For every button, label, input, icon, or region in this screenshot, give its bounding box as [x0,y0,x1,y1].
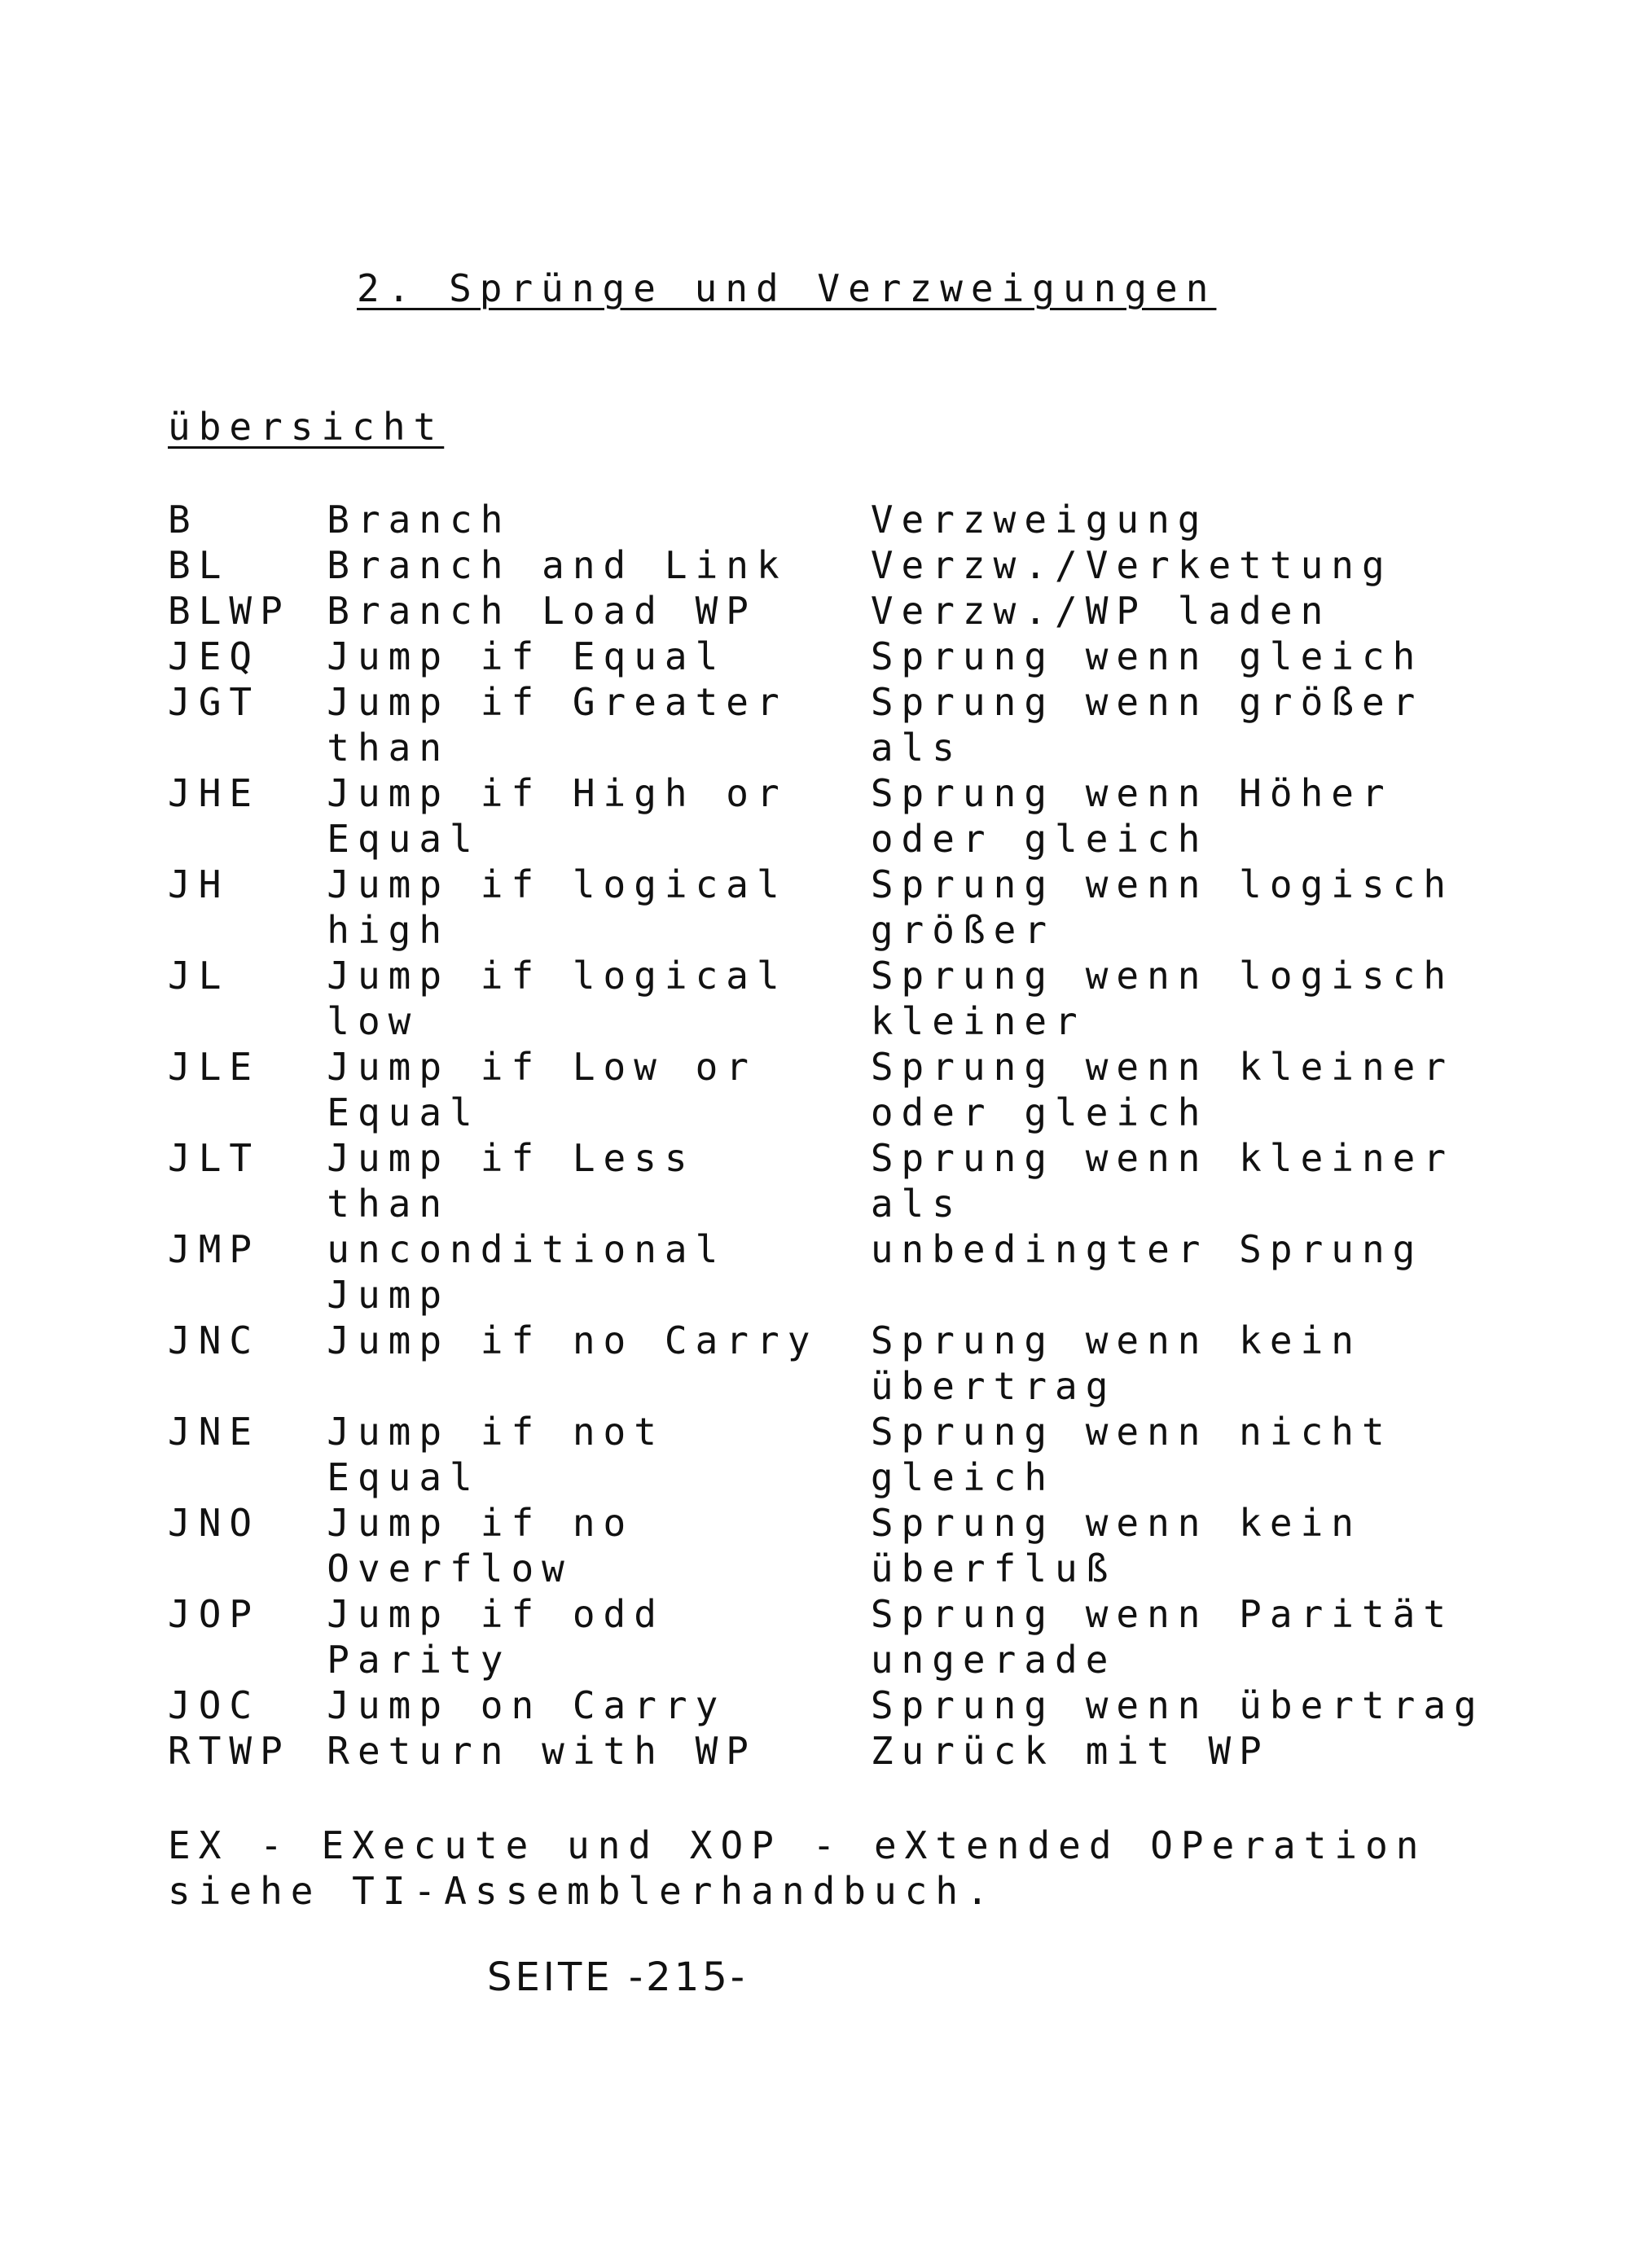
mnemonic-cell: JOC [168,1683,261,1727]
table-row [168,497,1504,542]
mnemonic-cell: RTWP [168,1729,291,1773]
english-cell: Jump if Less than [327,1136,696,1226]
table-row [168,953,1504,1044]
mnemonic-cell: JLE [168,1045,261,1089]
instruction-table [168,497,1504,1774]
english-cell: Return with WP [327,1729,757,1773]
section-heading: 2. Sprünge und Verzweigungen [357,266,1217,310]
mnemonic-cell: JEQ [168,634,261,678]
mnemonic-cell: JL [168,954,230,998]
mnemonic-cell: JNE [168,1410,261,1454]
table-row [168,588,1504,634]
english-cell: Jump if Greater than [327,680,788,770]
mnemonic-cell: BLWP [168,589,291,633]
english-cell: Jump if not Equal [327,1410,665,1499]
page-number: SEITE -215- [487,1954,749,2000]
english-cell: Jump on Carry [327,1683,727,1727]
german-cell: Sprung wenn Höher oder gleich [870,771,1393,861]
table-row [168,770,1504,862]
english-cell: Jump if logical high [327,862,788,952]
table-row [168,542,1504,588]
table-row [168,1226,1504,1318]
german-cell: Sprung wenn kein übertrag [870,1318,1362,1408]
english-cell: Branch and Link [327,543,788,587]
english-cell: Branch [327,498,512,542]
table-row [168,1591,1504,1682]
mnemonic-cell: JHE [168,771,261,815]
table-row [168,1318,1504,1409]
german-cell: Sprung wenn kein überfluß [870,1501,1362,1590]
english-cell: Jump if no Carry [327,1318,819,1362]
mnemonic-cell: JOP [168,1592,261,1636]
german-cell: Zurück mit WP [870,1729,1270,1773]
german-cell: Sprung wenn kleiner als [870,1136,1455,1226]
mnemonic-cell: JGT [168,680,261,724]
german-cell: Sprung wenn gleich [870,634,1424,678]
table-row [168,1135,1504,1226]
german-cell: Verzw./Verkettung [870,543,1393,587]
german-cell: Verzweigung [870,498,1209,542]
english-cell: Jump if odd Parity [327,1592,665,1682]
table-row [168,1044,1504,1135]
mnemonic-cell: JNC [168,1318,261,1362]
table-row [168,634,1504,679]
mnemonic-cell: JLT [168,1136,261,1180]
german-cell: Sprung wenn übertrag [870,1683,1485,1727]
german-cell: Sprung wenn kleiner oder gleich [870,1045,1455,1134]
german-cell: Sprung wenn logisch größer [870,862,1455,952]
german-cell: Verzw./WP laden [870,589,1332,633]
german-cell: Sprung wenn Parität ungerade [870,1592,1455,1682]
english-cell: Jump if logical low [327,954,788,1043]
table-row [168,1409,1504,1500]
mnemonic-cell: JH [168,862,230,906]
mnemonic-cell: B [168,498,199,542]
table-row [168,679,1504,770]
table-row [168,1728,1504,1774]
table-row [168,1500,1504,1591]
mnemonic-cell: BL [168,543,230,587]
english-cell: Jump if High or Equal [327,771,788,861]
german-cell: Sprung wenn logisch kleiner [870,954,1455,1043]
mnemonic-cell: JNO [168,1501,261,1545]
overview-subheading: übersicht [168,405,445,449]
english-cell: Jump if Low or Equal [327,1045,757,1134]
table-row [168,862,1504,953]
mnemonic-cell: JMP [168,1227,261,1271]
english-cell: unconditional Jump [327,1227,727,1317]
english-cell: Jump if Equal [327,634,727,678]
footnote: EX - EXecute und XOP - eXtended OPeration siehe TI-Assemblerhandbuch. [168,1823,1427,1913]
table-row [168,1682,1504,1728]
english-cell: Jump if no Overflow [327,1501,634,1590]
german-cell: Sprung wenn nicht gleich [870,1410,1393,1499]
german-cell: unbedingter Sprung [870,1227,1424,1271]
english-cell: Branch Load WP [327,589,757,633]
german-cell: Sprung wenn größer als [870,680,1424,770]
